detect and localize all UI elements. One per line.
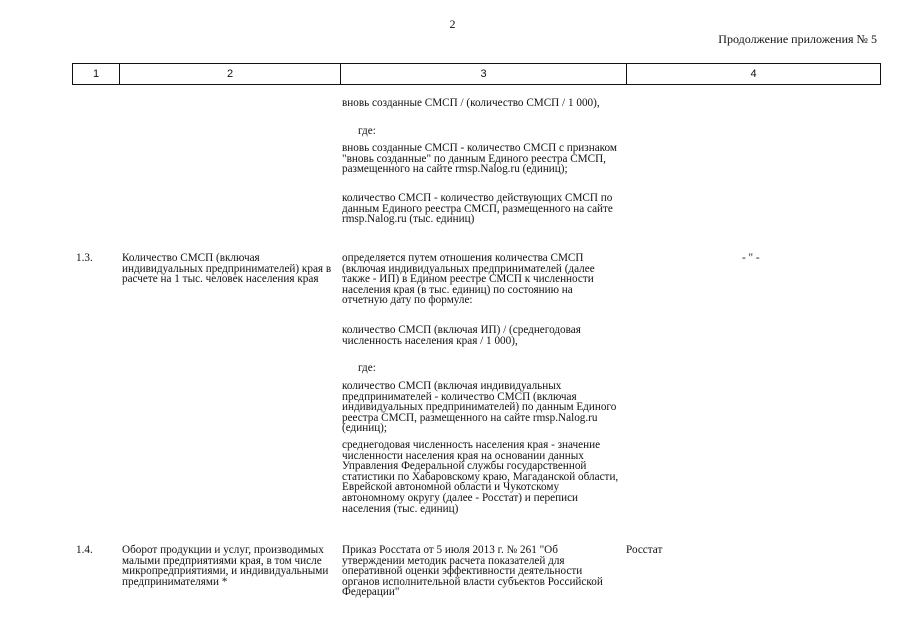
row-1-3-method-def1: количество СМСП (включая индивидуальных предпринимателей - количество СМСП (включая индивидуальных предпринимателей) по данным Единого реестра СМСП, размещенного на сайте rmsp.Nalog.ru (единиц); (342, 380, 617, 435)
row-1-3-method-where: где: (358, 362, 376, 374)
page-number: 2 (449, 17, 456, 31)
continuation-label: Продолжение приложения № 5 (718, 32, 877, 46)
header-col-3: 3 (341, 64, 627, 84)
row-1-3-method-desc: определяется путем отношения количества СМСП (включая индивидуальных предпринимателей (далее также - ИП) в Едином реестре СМСП к численности населения края (в тыс. единиц) по состоянию на отчетную дату по формуле: (342, 252, 595, 307)
row-1-4-source: Росстат (626, 544, 663, 556)
header-col-4: 4 (750, 68, 757, 80)
row-1-3-indicator-name: Количество СМСП (включая индивидуальных предпринимателей) края в расчете на 1 тыс. человек населения края (122, 252, 332, 286)
row-1-4-method-desc: Приказ Росстата от 5 июля 2013 г. № 261 "Об утверждении методик расчета показателей для оперативной оценки эффективности деятельности органов исполнительной власти субъектов Российской Федерации" (342, 544, 603, 599)
row-cont-method-def1: вновь созданные СМСП - количество СМСП с признаком "вновь созданные" по данным Единого реестра СМСП, размещенного на сайте rmsp.Nalog.ru (единиц); (342, 142, 617, 176)
table-header-row (72, 63, 881, 85)
row-cont-method-where: где: (358, 125, 376, 137)
row-1-4-number: 1.4. (76, 544, 93, 556)
header-col-2: 2 (120, 64, 341, 84)
row-1-4-indicator-name: Оборот продукции и услуг, производимых малыми предприятиями края, в том числе микропредприятиями, и индивидуальными предпринимателями * (122, 544, 329, 588)
header-col-1: 1 (73, 64, 120, 84)
row-cont-method-def2: количество СМСП - количество действующих СМСП по данным Единого реестра СМСП, размещенного на сайте rmsp.Nalog.ru (тыс. единиц) (342, 192, 613, 226)
row-1-3-source: - " - (742, 252, 760, 264)
row-1-3-method-formula: количество СМСП (включая ИП) / (среднегодовая численность населения края / 1 000), (342, 324, 581, 347)
row-1-3-number: 1.3. (76, 252, 93, 264)
row-1-3-method-def2: среднегодовая численность населения края - значение численности населения края на основании данных Управления Федеральной службы государственной статистики по Хабаровскому краю, Магаданской области, Еврейской автономной области и Чукотскому автономному округу (далее - Росстат) и переписи населения (тыс. единиц) (342, 439, 619, 515)
row-cont-method-formula: вновь созданные СМСП / (количество СМСП / 1 000), (342, 97, 600, 109)
